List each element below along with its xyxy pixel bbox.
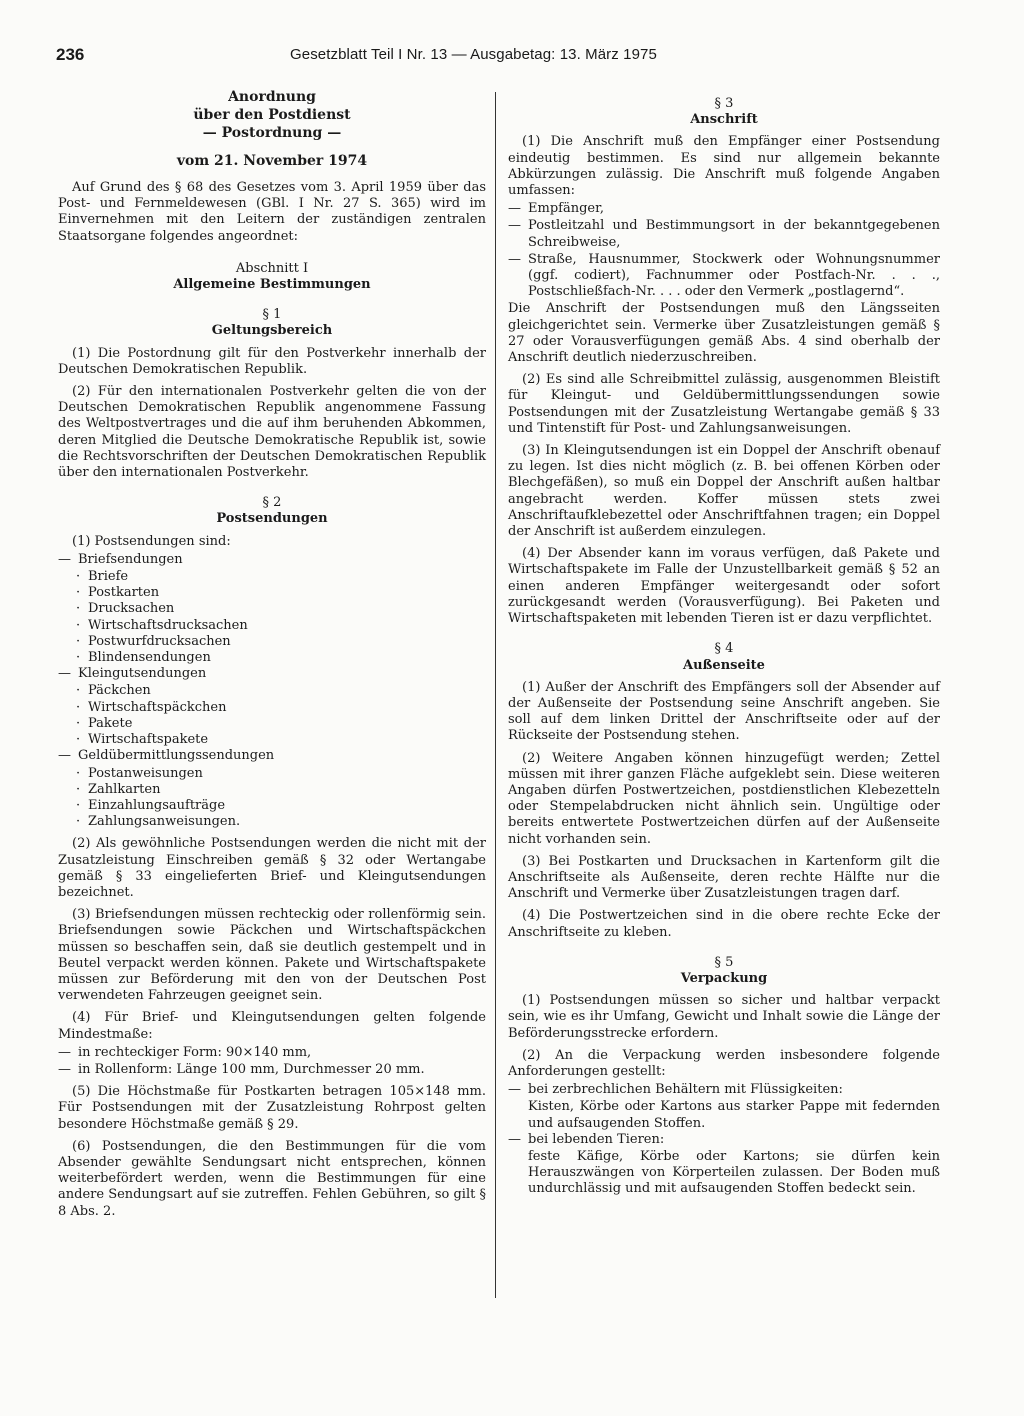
- list-item: · Pakete: [76, 715, 133, 731]
- s3-paragraph-1: (1) Die Anschrift muß den Empfänger einer Postsendung eindeutig bestimmen. Es sind nur allgemein bekannte Abkürzungen zulässig. Die Anschrift muß folgende Angaben umfassen:: [508, 134, 940, 199]
- section-3-title: Anschrift: [690, 112, 758, 128]
- s3-paragraph-4: (4) Der Absender kann im voraus verfügen, daß Pakete und Wirtschaftspakete im Falle der Unzustellbarkeit gemäß § 52 an einen anderen Empfänger weitergesandt oder sofort zurückgesandt werden (Vorausverfügung). Bei Paketen und Wirtschaftspaketen mit lebenden Tieren ist er dazu verpflichtet.: [508, 546, 940, 627]
- list-item: · Blindensendungen: [76, 650, 211, 666]
- s2-paragraph-4: (4) Für Brief- und Kleingutsendungen gelten folgende Mindestmaße:: [58, 1010, 486, 1042]
- group-label: Geldübermittlungssendungen: [78, 748, 275, 764]
- doc-type: Anordnung: [228, 89, 316, 105]
- sub-list: [58, 683, 486, 748]
- list-item: · Wirtschaftsdrucksachen: [76, 617, 248, 633]
- list-item: · Zahlungsanweisungen.: [76, 814, 241, 830]
- list-item: · Einzahlungsaufträge: [76, 797, 226, 813]
- group-gelduebermittlung: — Geldübermittlungssendungen: [58, 748, 486, 764]
- list-item: · Briefe: [76, 569, 129, 585]
- left-column: [58, 88, 486, 1226]
- s4-paragraph-4: (4) Die Postwertzeichen sind in die obere rechte Ecke der Anschriftseite zu kleben.: [508, 908, 940, 940]
- group-label: Kleingutsendungen: [78, 666, 207, 682]
- min-size-roll: — in Rollenform: Länge 100 mm, Durchmesser 20 mm.: [58, 1061, 425, 1077]
- s4-paragraph-2: (2) Weitere Angaben können hinzugefügt werden; Zettel müssen mit ihrer ganzen Fläche aufgeklebt sein. Diese weiteren Angaben dürfen Postwertzeichen, postdienstlichen Klebezetteln oder Stempelabdrucken nicht ähnlich sein. Ungültige oder bereits entwertete Postwertzeichen dürfen auf der Außenseite nicht vorhanden sein.: [508, 750, 940, 847]
- section-5-number: § 5: [714, 954, 734, 970]
- group-briefsendungen: — Briefsendungen: [58, 552, 486, 568]
- s3-paragraph-1b: Die Anschrift der Postsendungen muß den Längsseiten gleichgerichtet sein. Vermerke über Zusatzleistungen gemäß § 27 oder Vorausverfügungen gemäß Abs. 4 sind oberhalb der Anschrift deutlich niederzuschreiben.: [508, 301, 940, 366]
- sub-list: [58, 569, 486, 666]
- page-header: [56, 45, 966, 73]
- section-2-number: § 2: [262, 495, 282, 511]
- list-item: · Postanweisungen: [76, 765, 203, 781]
- s4-paragraph-1: (1) Außer der Anschrift des Empfängers soll der Absender auf der Außenseite der Postsendung seine Anschrift angeben. Sie soll auf dem linken Drittel der Anschriftseite oder auf der Rückseite der Postsendung stehen.: [508, 679, 940, 744]
- doc-subject: über den Postdienst: [193, 107, 351, 123]
- s5-paragraph-1: (1) Postsendungen müssen so sicher und haltbar verpackt sein, wie es ihr Umfang, Gewicht und Inhalt sowie die Länge der Beförderungsstrecke erfordern.: [508, 993, 940, 1041]
- list-item: · Postwurfdrucksachen: [76, 633, 231, 649]
- right-column: [508, 88, 940, 1198]
- header-title: Gesetzblatt Teil I Nr. 13 — Ausgabetag: 13. März 1975: [290, 46, 657, 63]
- group-label: Briefsendungen: [78, 551, 183, 567]
- packaging-item: — bei zerbrechlichen Behältern mit Flüssigkeiten:: [508, 1082, 843, 1098]
- preamble: Auf Grund des § 68 des Gesetzes vom 3. April 1959 über das Post- und Fernmeldewesen (GBl. I Nr. 27 S. 365) wird im Einvernehmen mit den Leitern der zuständigen zentralen Staatsorgane folgendes angeordnet:: [58, 180, 486, 244]
- section-1-title: Geltungsbereich: [211, 323, 333, 339]
- list-item: · Wirtschaftspäckchen: [76, 699, 227, 715]
- doc-short-title: — Postordnung —: [202, 125, 342, 141]
- list-item: · Wirtschaftspakete: [76, 732, 209, 748]
- s4-paragraph-3: (3) Bei Postkarten und Drucksachen in Kartenform gilt die Anschriftseite als Außenseite, deren rechte Hälfte nur die Anschrift und Vermerke über Zusatzleistungen tragen darf.: [508, 853, 940, 902]
- section-3-number: § 3: [714, 96, 734, 111]
- address-item: — Straße, Hausnummer, Stockwerk oder Wohnungsnummer (ggf. codiert), Fachnummer oder Postfach-Nr. . . ., Postschließfach-Nr. . . . oder den Vermerk „postlagernd“.: [508, 251, 940, 300]
- section-5-title: Verpackung: [680, 970, 768, 986]
- s2-intro: (1) Postsendungen sind:: [72, 533, 231, 549]
- s2-paragraph-6: (6) Postsendungen, die den Bestimmungen für die vom Absender gewählte Sendungsart nicht entsprechen, können weiterbefördert werden, wenn die Bestimmungen für eine andere Sendungsart auf sie zutreffen. Fehlen Gebühren, so gilt § 8 Abs. 2.: [58, 1138, 486, 1219]
- list-item: · Postkarten: [76, 585, 160, 601]
- packaging-item: — bei lebenden Tieren:: [508, 1131, 665, 1147]
- section-1-number: § 1: [262, 307, 282, 323]
- s3-paragraph-3: (3) In Kleingutsendungen ist ein Doppel der Anschrift obenauf zu legen. Ist dies nicht möglich (z. B. bei offenen Körben oder Blechgefäßen), so muß ein Doppel der Anschrift außen haltbar angebracht werden. Koffer müssen stets zwei Anschriftaufklebezettel oder Anschriftfahnen tragen; ein Doppel der Anschrift ist außerdem einzulegen.: [508, 443, 940, 540]
- s3-paragraph-2: (2) Es sind alle Schreibmittel zulässig, ausgenommen Bleistift für Kleingut- und Geldübermittlungssendungen sowie Postsendungen mit der Zusatzleistung Wertangabe gemäß § 33 und Tintenstift für Post- und Zahlungsanweisungen.: [508, 372, 940, 436]
- list-item: · Päckchen: [76, 683, 151, 699]
- abschnitt-title: Allgemeine Bestimmungen: [173, 277, 371, 293]
- s5-paragraph-2: (2) An die Verpackung werden insbesondere folgende Anforderungen gestellt:: [508, 1047, 940, 1079]
- address-item: — Empfänger,: [508, 201, 605, 217]
- list-item: · Drucksachen: [76, 601, 175, 617]
- packaging-item-text: Kisten, Körbe oder Kartons aus starker Pappe mit federnden und aufsaugenden Stoffen.: [528, 1099, 940, 1131]
- column-divider: [495, 92, 496, 1298]
- section-2-title: Postsendungen: [216, 511, 328, 527]
- s2-paragraph-5: (5) Die Höchstmaße für Postkarten betragen 105×148 mm. Für Postsendungen mit der Zusatzleistung Rohrpost gelten besondere Höchstmaße gemäß § 29.: [58, 1084, 486, 1132]
- packaging-item-text: feste Käfige, Körbe oder Kartons; sie dürfen kein Herauszwängen von Körperteilen zulassen. Der Boden muß undurchlässig und mit aufsaugenden Stoffen bedeckt sein.: [528, 1148, 940, 1197]
- section-4-number: § 4: [714, 641, 734, 657]
- min-size-rect: — in rechteckiger Form: 90×140 mm,: [58, 1044, 312, 1060]
- s2-paragraph-2: (2) Als gewöhnliche Postsendungen werden die nicht mit der Zusatzleistung Einschreiben gemäß § 32 oder Wertangabe gemäß § 33 eingelieferten Brief- und Kleingutsendungen bezeichnet.: [58, 836, 486, 900]
- s1-paragraph-1: (1) Die Postordnung gilt für den Postverkehr innerhalb der Deutschen Demokratischen Republik.: [58, 345, 486, 377]
- page-number: 236: [56, 45, 85, 64]
- group-kleingutsendungen: — Kleingutsendungen: [58, 666, 486, 682]
- address-item: — Postleitzahl und Bestimmungsort in der bekanntgegebenen Schreibweise,: [508, 218, 940, 250]
- doc-date: vom 21. November 1974: [176, 153, 368, 169]
- list-item: · Zahlkarten: [76, 781, 161, 797]
- s1-paragraph-2: (2) Für den internationalen Postverkehr gelten die von der Deutschen Demokratischen Republik angenommene Fassung des Weltpostvertrages und die auf ihm beruhenden Abkommen, deren Mitglied die Deutsche Demokratische Republik ist, sowie die Rechtsvorschriften der Deutschen Demokratischen Republik über den internationalen Postverkehr.: [58, 384, 486, 481]
- sub-list: [58, 766, 486, 831]
- abschnitt-label: Abschnitt I: [235, 260, 309, 276]
- section-4-title: Außenseite: [683, 657, 765, 673]
- s2-paragraph-3: (3) Briefsendungen müssen rechteckig oder rollenförmig sein. Briefsendungen sowie Päckchen und Wirtschaftspäckchen müssen so beschaffen sein, daß sie deutlich gestempelt und in Beutel verpackt werden können. Pakete und Wirtschaftspakete müssen zur Beförderung mit den von der Deutschen Post verwendeten Fahrzeugen geeignet sein.: [58, 907, 486, 1004]
